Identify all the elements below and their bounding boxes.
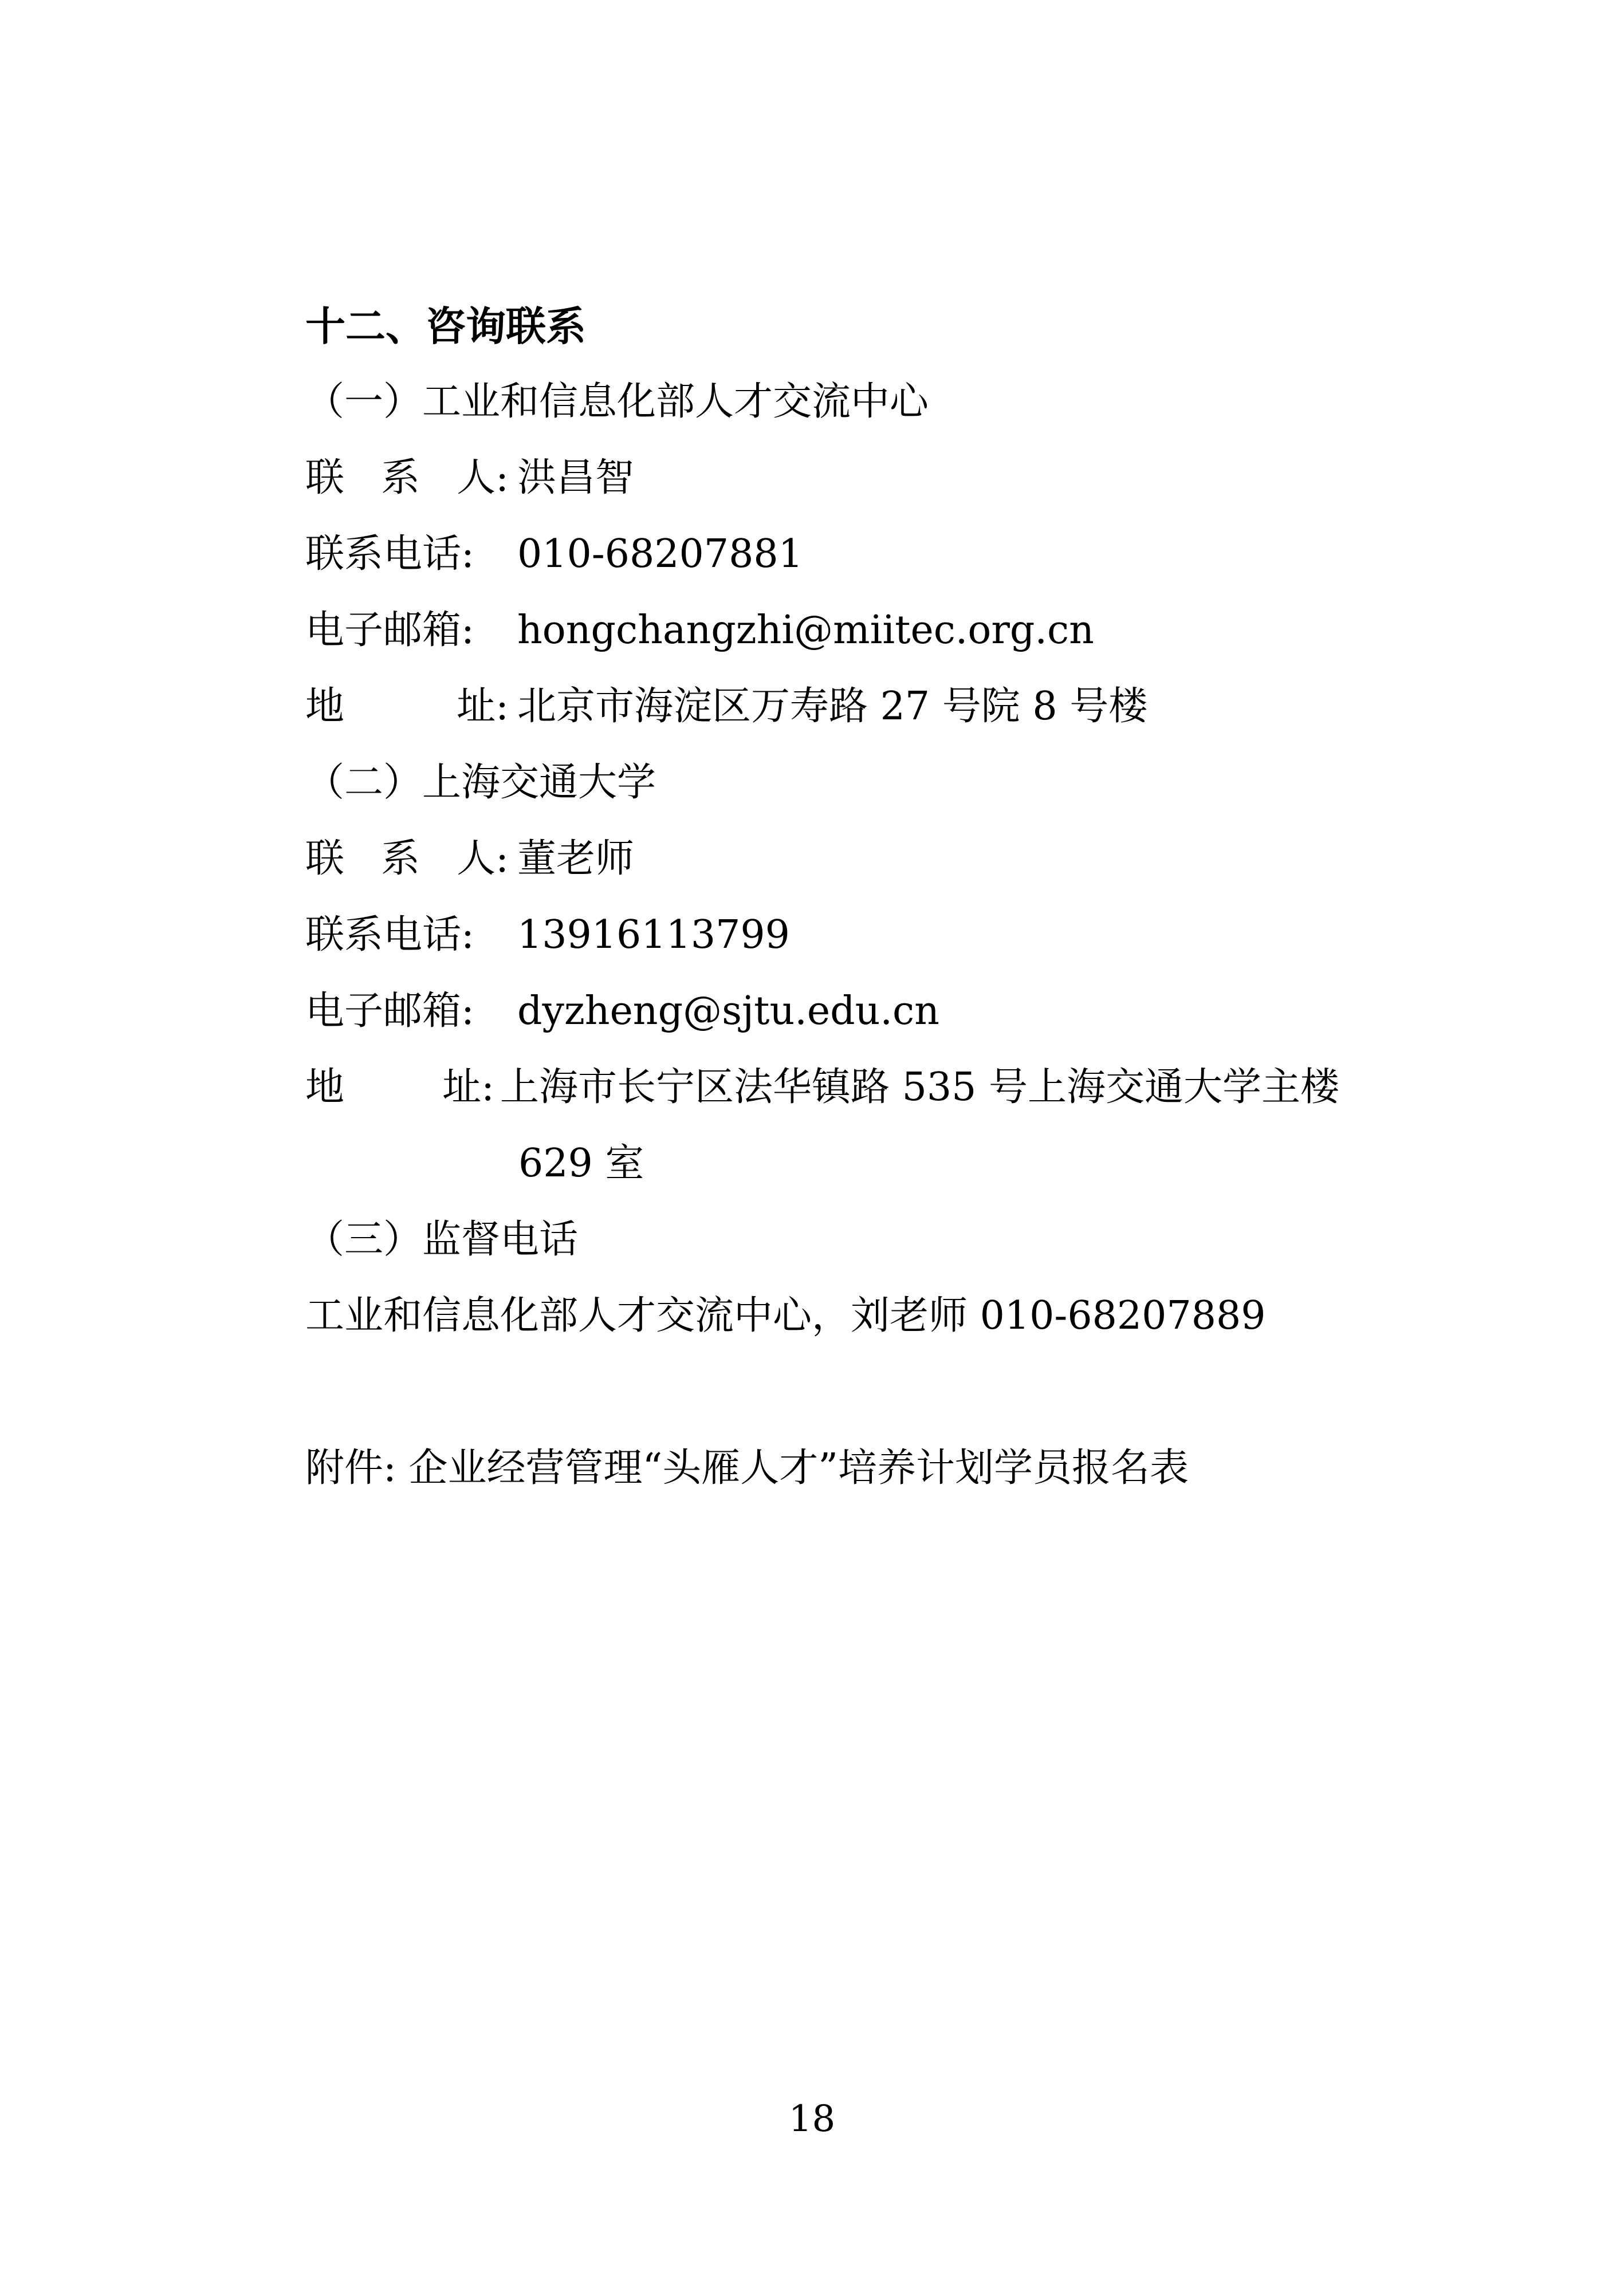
attachment-line: 附件: 企业经营管理“头雁人才”培养计划学员报名表 [305, 1446, 1189, 1491]
org1-contact-value: 洪昌智 [517, 455, 635, 501]
label-char: 人: [457, 455, 509, 501]
label-char: 人: [457, 836, 509, 881]
org1-phone-label: 联系电话: [305, 531, 474, 577]
org2-heading: （二）上海交通大学 [305, 760, 656, 805]
org2-contact-row [305, 836, 634, 882]
label-char: 地 [305, 1065, 345, 1110]
org1-email-value: hongchangzhi@miitec.org.cn [517, 608, 1094, 653]
page-number: 18 [788, 2098, 836, 2140]
org1-heading: （一）工业和信息化部人才交流中心 [305, 379, 929, 424]
label-char: 址: [442, 1065, 494, 1110]
supervision-text: 工业和信息化部人才交流中心，刘老师 010-68207889 [305, 1293, 1266, 1338]
org1-address-row [305, 684, 1147, 730]
org1-phone-value: 010-68207881 [517, 531, 803, 577]
org2-address-value-line1: 上海市长宁区法华镇路 535 号上海交通大学主楼 [500, 1065, 1340, 1110]
org2-email-value: dyzheng@sjtu.edu.cn [517, 988, 939, 1034]
org2-email-label: 电子邮箱: [305, 988, 474, 1034]
org1-email-row [305, 608, 1094, 653]
org1-email-label: 电子邮箱: [305, 608, 474, 653]
supervision-heading: （三）监督电话 [305, 1217, 579, 1262]
org2-phone-row [305, 912, 790, 958]
org2-email-row [305, 988, 939, 1034]
org2-phone-value: 13916113799 [517, 912, 790, 958]
org2-contact-value: 董老师 [517, 836, 635, 881]
label-char: 系 [381, 836, 420, 881]
org2-contact-label [305, 836, 509, 882]
label-char: 地 [305, 684, 345, 729]
org1-contact-row [305, 455, 634, 501]
org2-phone-label: 联系电话: [305, 912, 474, 958]
label-char: 址: [457, 684, 509, 729]
section-title: 十二、咨询联系 [305, 303, 586, 350]
org2-address-value-line2: 629 室 [518, 1141, 644, 1186]
org1-contact-label [305, 455, 509, 501]
org1-phone-row [305, 531, 803, 577]
org1-address-label [305, 684, 509, 730]
org2-address-row [305, 1065, 1339, 1110]
label-char: 联 [305, 836, 345, 881]
org2-address-label [305, 1065, 494, 1110]
org1-address-value: 北京市海淀区万寿路 27 号院 8 号楼 [517, 684, 1148, 729]
label-char: 联 [305, 455, 345, 501]
label-char: 系 [381, 455, 420, 501]
